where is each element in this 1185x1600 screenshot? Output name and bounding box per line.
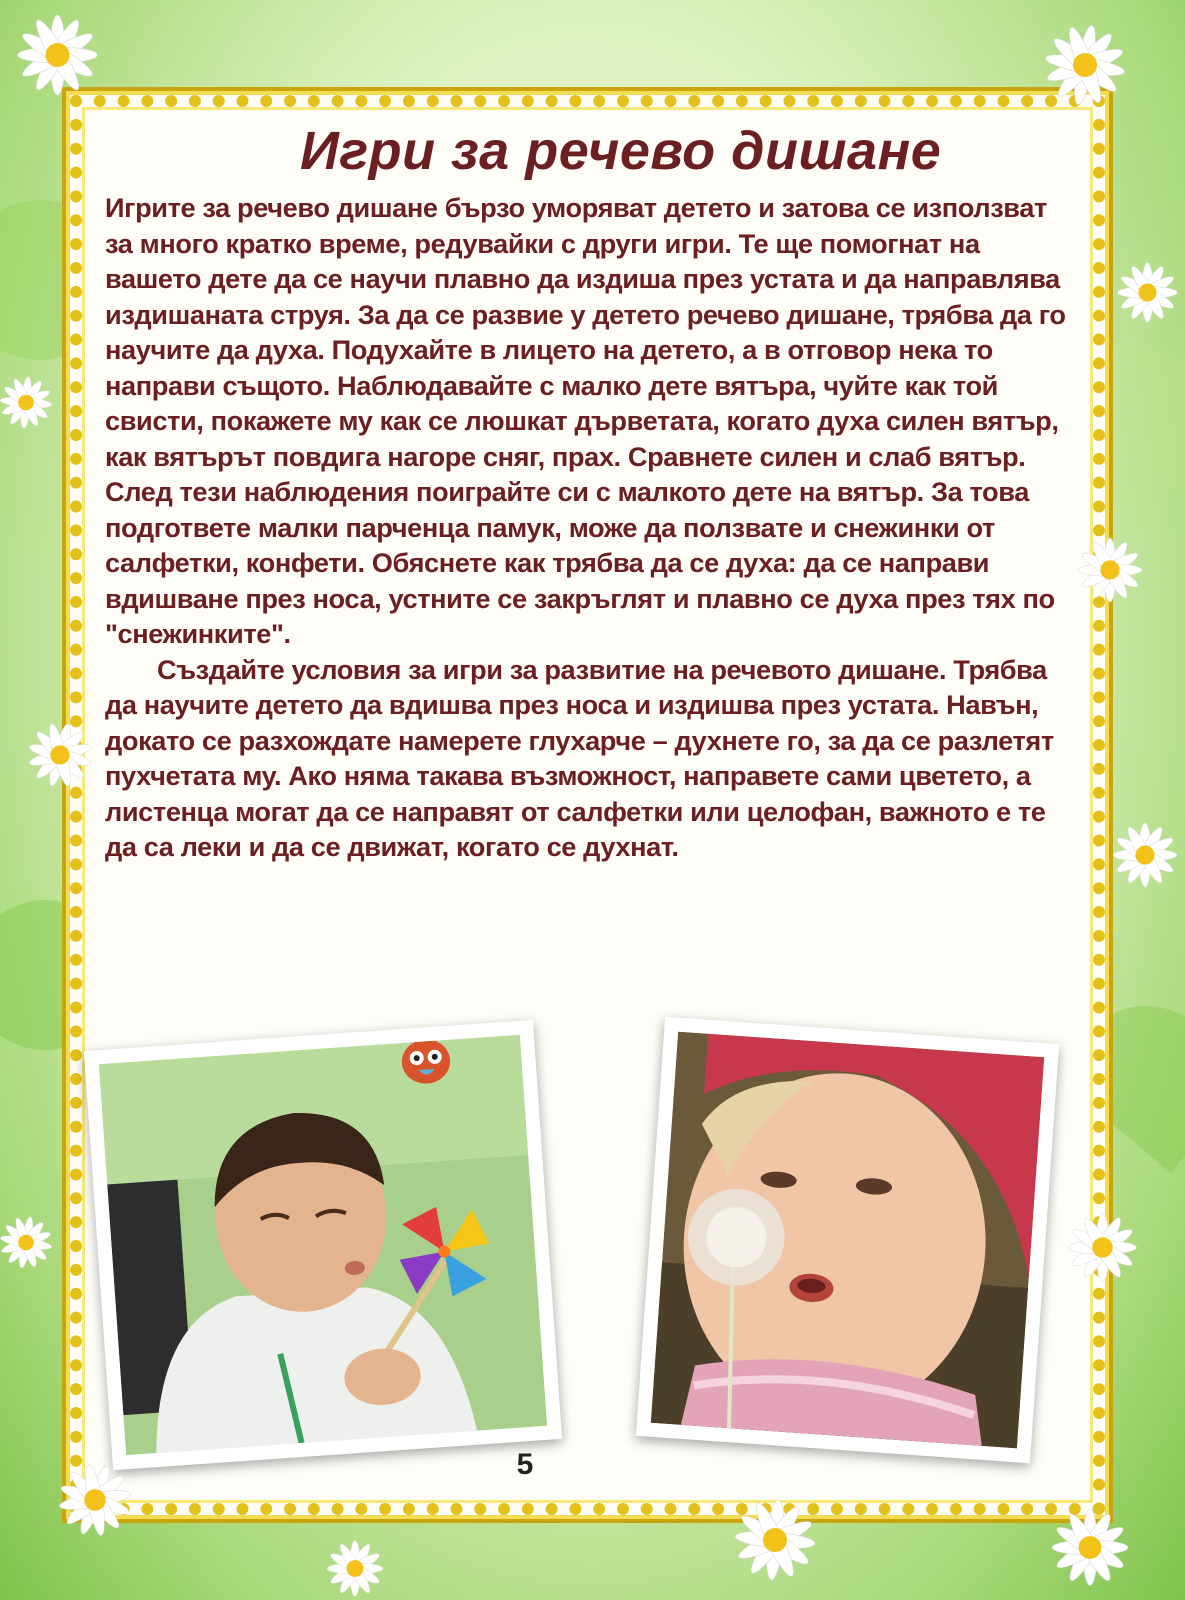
daisy-decoration	[1065, 530, 1155, 610]
daisy-decoration	[15, 715, 105, 795]
daisy-decoration	[1055, 1205, 1150, 1290]
daisy-decoration	[1035, 1500, 1145, 1595]
paragraph-2: Създайте условия за игри за развитие на речевото дишане. Трябва да научите детето да вдишва през носа и издишва през устата. Навън, докато се разхождате намерете глухарче – духнете го, за да се разлетят пухчетата му. Ако няма такава възможност, направете сами цветето, а листенца могат да се направят от салфетки или целофан, важното е те да са леки и да се движат, когато се духнат.	[105, 653, 1054, 862]
photo-child-dandelion	[636, 1017, 1059, 1464]
daisy-decoration	[0, 1200, 65, 1285]
daisy-decoration	[0, 360, 65, 445]
daisy-decoration	[305, 1530, 405, 1600]
daisy-decoration	[45, 1455, 145, 1545]
article-body	[105, 190, 1075, 865]
page-title: Игри за речево дишане	[300, 121, 942, 181]
page-number: 5	[516, 1448, 534, 1481]
daisy-decoration	[1030, 15, 1140, 115]
boy-pinwheel-image	[99, 1035, 547, 1455]
daisy-decoration	[1105, 815, 1185, 895]
daisy-decoration	[0, 5, 115, 105]
daisy-decoration	[1110, 255, 1185, 330]
photo-boy-pinwheel	[84, 1020, 562, 1470]
child-dandelion-image	[651, 1032, 1044, 1449]
paragraph-1: Игрите за речево дишане бързо уморяват детето и затова се използват за много кратко време, редувайки с други игри. Те ще помогнат на вашето дете да се научи плавно да издиша през устата и да направлява издишаната струя. За да се развие у детето речево дишане, трябва да го научите да духа. Подухайте в лицето на детето, а в отговор нека то направи същото. Наблюдавайте с малко дете вятъра, чуйте как той свисти, покажете му как се люшкат дърветата, когато духа силен вятър, как вятърът повдига нагоре сняг, прах. Сравнете силен и слаб вятър. След тези наблюдения поиграйте си с малкото дете на вятър. За това подгответе малки парченца памук, може да ползвате и снежинки от салфетки, конфети. Обяснете как трябва да се духа: да се направи вдишване през носа, устните се закръглят и плавно се духа през тях по "снежинките".	[105, 192, 1066, 649]
daisy-decoration	[720, 1490, 830, 1590]
